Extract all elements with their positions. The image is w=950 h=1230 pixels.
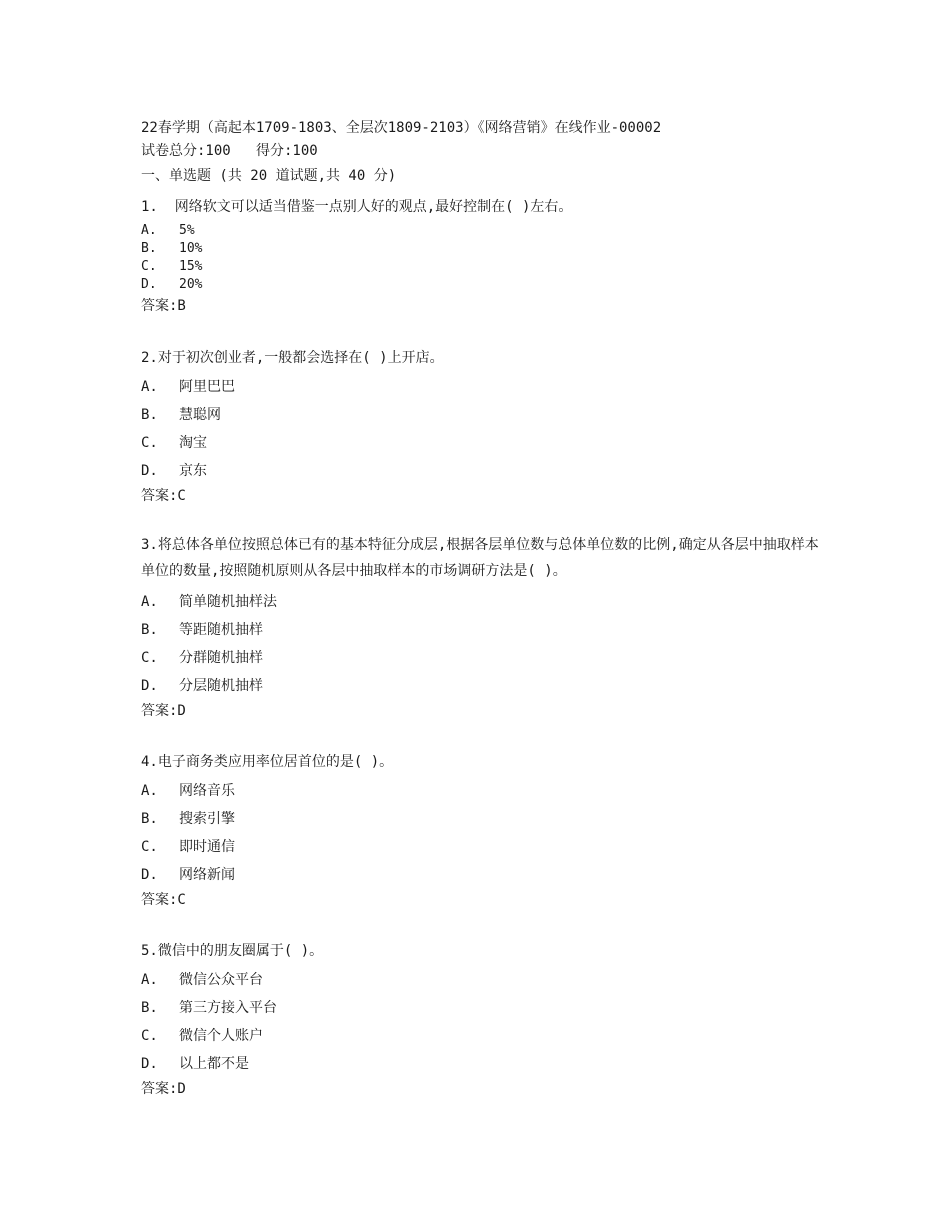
question-5 <box>141 936 831 1100</box>
option-d <box>141 276 831 294</box>
answer-line: 答案:B <box>141 298 186 314</box>
option-c <box>141 833 831 861</box>
option-letter: C. <box>141 259 157 274</box>
option-text: 京东 <box>179 463 207 479</box>
option-text: 分层随机抽样 <box>179 678 263 694</box>
question-text: 3.将总体各单位按照总体已有的基本特征分成层,根据各层单位数与总体单位数的比例,确定从各层中抽取样本单位的数量,按照随机原则从各层中抽取样本的市场调研方法是( )。 <box>141 537 819 579</box>
option-letter: C. <box>141 1028 158 1044</box>
option-c <box>141 258 831 276</box>
option-a <box>141 588 831 616</box>
option-text: 第三方接入平台 <box>179 1000 277 1016</box>
option-text: 微信个人账户 <box>179 1028 263 1044</box>
option-d <box>141 672 831 700</box>
question-text: 1. 网络软文可以适当借鉴一点别人好的观点,最好控制在( )左右。 <box>141 199 573 215</box>
option-letter: C. <box>141 435 158 451</box>
option-text: 以上都不是 <box>179 1056 249 1072</box>
question-3 <box>141 532 831 722</box>
option-letter: B. <box>141 241 157 256</box>
option-a <box>141 966 831 994</box>
option-letter: A. <box>141 223 157 238</box>
option-letter: D. <box>141 867 158 883</box>
option-b <box>141 616 831 644</box>
option-d <box>141 457 831 485</box>
option-a <box>141 373 831 401</box>
option-letter: A. <box>141 594 158 610</box>
section-title: 一、单选题 (共 20 道试题,共 40 分) <box>141 168 397 184</box>
score-summary: 试卷总分:100 得分:100 <box>141 143 318 159</box>
question-4 <box>141 747 831 911</box>
option-letter: B. <box>141 811 158 827</box>
option-letter: D. <box>141 463 158 479</box>
option-text: 阿里巴巴 <box>179 379 235 395</box>
option-text: 淘宝 <box>179 435 207 451</box>
option-letter: D. <box>141 277 157 292</box>
option-letter: A. <box>141 972 158 988</box>
option-b <box>141 401 831 429</box>
question-1 <box>141 192 831 318</box>
option-letter: B. <box>141 1000 158 1016</box>
option-text: 15% <box>179 259 203 274</box>
option-letter: D. <box>141 678 158 694</box>
option-text: 搜索引擎 <box>179 811 235 827</box>
option-text: 20% <box>179 277 203 292</box>
option-d <box>141 1050 831 1078</box>
option-c <box>141 429 831 457</box>
option-letter: D. <box>141 1056 158 1072</box>
question-text: 2.对于初次创业者,一般都会选择在( )上开店。 <box>141 350 444 366</box>
question-text: 4.电子商务类应用率位居首位的是( )。 <box>141 754 394 770</box>
option-c <box>141 644 831 672</box>
answer-line: 答案:C <box>141 488 186 504</box>
option-b <box>141 994 831 1022</box>
option-letter: A. <box>141 379 158 395</box>
option-text: 网络音乐 <box>179 783 235 799</box>
option-text: 微信公众平台 <box>179 972 263 988</box>
option-c <box>141 1022 831 1050</box>
option-text: 即时通信 <box>179 839 235 855</box>
option-letter: B. <box>141 622 158 638</box>
option-letter: B. <box>141 407 158 423</box>
question-text: 5.微信中的朋友圈属于( )。 <box>141 943 324 959</box>
option-text: 分群随机抽样 <box>179 650 263 666</box>
answer-line: 答案:C <box>141 892 186 908</box>
option-text: 等距随机抽样 <box>179 622 263 638</box>
option-text: 5% <box>179 223 195 238</box>
option-d <box>141 861 831 889</box>
option-text: 慧聪网 <box>179 407 221 423</box>
question-2 <box>141 343 831 507</box>
answer-line: 答案:D <box>141 1081 186 1097</box>
document-title: 22春学期（高起本1709-1803、全层次1809-2103）《网络营销》在线作业-00002 <box>141 120 662 136</box>
option-letter: C. <box>141 839 158 855</box>
option-a <box>141 222 831 240</box>
option-a <box>141 777 831 805</box>
option-text: 网络新闻 <box>179 867 235 883</box>
option-text: 10% <box>179 241 203 256</box>
option-letter: A. <box>141 783 158 799</box>
option-text: 简单随机抽样法 <box>179 594 277 610</box>
option-letter: C. <box>141 650 158 666</box>
answer-line: 答案:D <box>141 703 186 719</box>
document-page <box>141 117 831 1100</box>
option-b <box>141 240 831 258</box>
option-b <box>141 805 831 833</box>
